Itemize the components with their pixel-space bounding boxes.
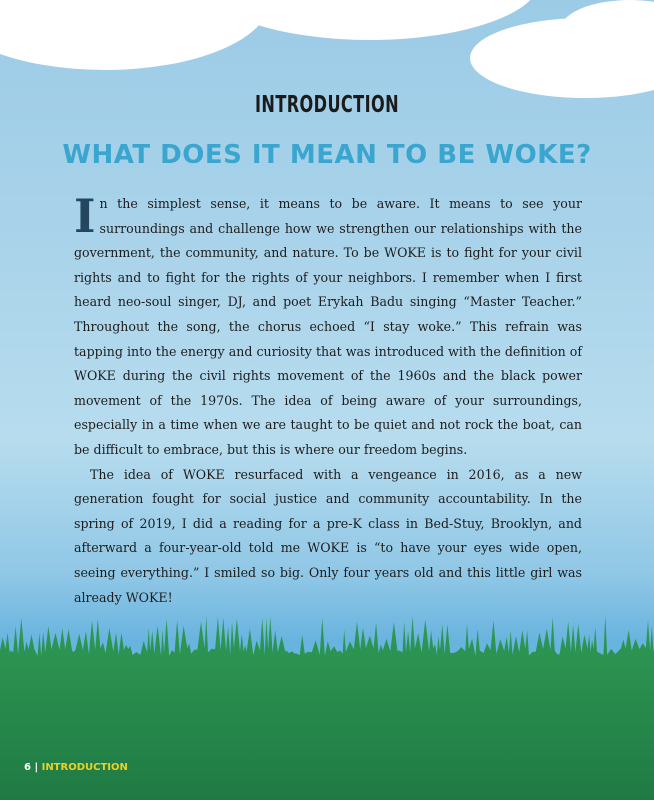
page-title: WHAT DOES IT MEAN TO BE WOKE? <box>62 140 592 170</box>
section-label: INTRODUCTION <box>255 92 399 118</box>
page-number: 6 <box>24 762 31 773</box>
body-text <box>74 189 582 610</box>
paragraph-1 <box>74 189 582 463</box>
drop-cap: I <box>74 189 96 243</box>
page-footer <box>24 762 128 773</box>
cloud-top-center <box>200 0 540 40</box>
paragraph-2: The idea of WOKE resurfaced with a vengeance in 2016, as a new generation fought for social justice and community accountability. In the spring of 2019, I did a reading for a pre-K class in Bed-Stuy, Brooklyn, and afterward a four-year-old told me WOKE is “to have your eyes wide open, seeing everything.” I smiled so big. Only four years old and this little girl was already WOKE! <box>74 466 582 605</box>
footer-section: INTRODUCTION <box>41 762 128 773</box>
footer-separator: | <box>34 762 39 773</box>
paragraph-1-text: n the simplest sense, it means to be aware. It means to see your surroundings and challenge how we strengthen our relationships with the government, the community, and nature. To be WOKE is to fight for your civil rights and to fight for the rights of your neighbors. I remember when I first heard neo-soul singer, DJ, and poet Erykah Badu singing “Master Teacher.” Throughout the song, the chorus echoed “I stay woke.” This refrain was tapping into the energy and curiosity that was introduced with the definition of WOKE during the civil rights movement of the 1960s and the black power movement of the 1970s. The idea of being aware of your surroundings, especially in a time when we are taught to be quiet and not rock the boat, can be difficult to embrace, but this is where our freedom begins. <box>74 196 582 457</box>
